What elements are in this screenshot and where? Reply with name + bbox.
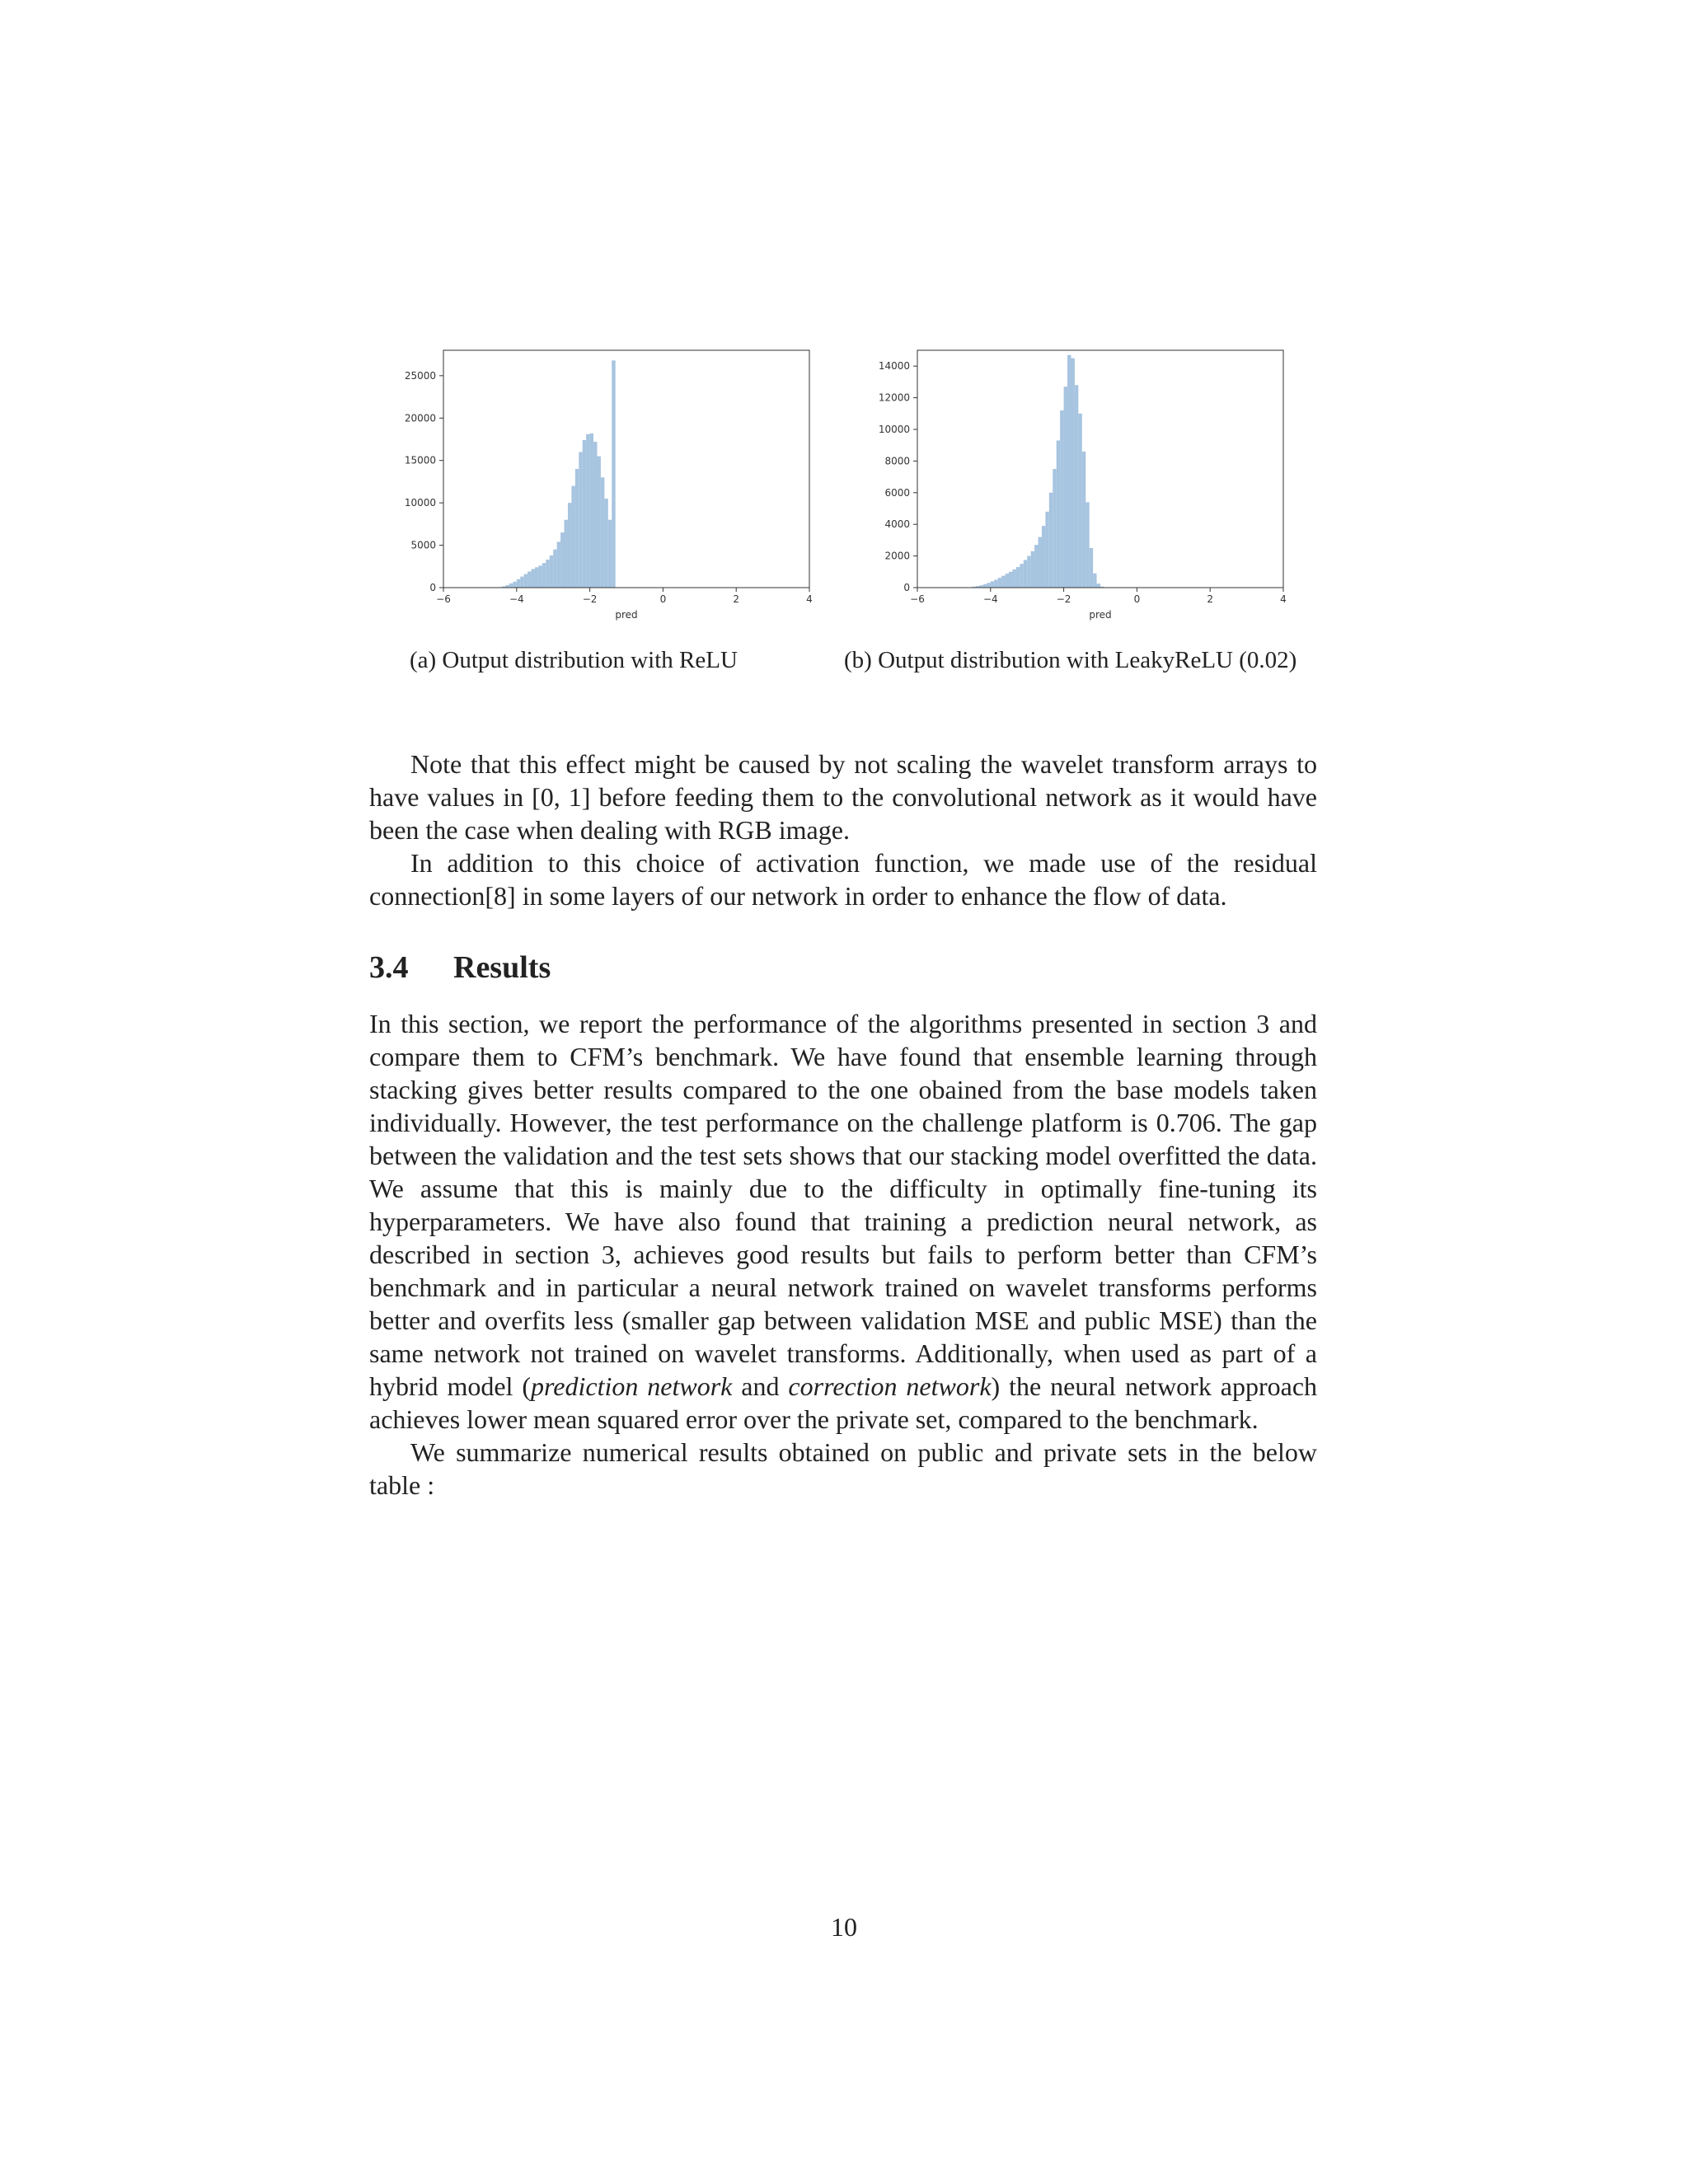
hist-bar <box>608 520 612 588</box>
hist-bar <box>565 520 568 588</box>
x-tick-label: −4 <box>982 593 998 605</box>
y-tick-label: 0 <box>429 582 436 593</box>
results-text-2: and <box>732 1371 789 1401</box>
hist-bar <box>538 565 542 588</box>
hist-bar <box>1027 556 1030 588</box>
hist-bar <box>1024 560 1027 588</box>
y-tick-label: 20000 <box>404 412 436 424</box>
hist-bar <box>1039 537 1042 588</box>
y-tick-label: 2000 <box>884 550 910 562</box>
paragraph-residual-connection: In addition to this choice of activation function, we made use of the residual connection[8] in some layers of our network in order to enhance the flow of data. <box>369 848 1317 911</box>
hist-bar <box>1064 387 1067 588</box>
hist-bar <box>1012 569 1015 588</box>
body-text-results <box>369 1007 1317 1502</box>
hist-bar <box>583 440 586 588</box>
page-number: 10 <box>831 1912 857 1942</box>
hist-bar <box>597 457 600 588</box>
hist-bar <box>983 584 987 588</box>
hist-bar <box>1034 545 1038 588</box>
hist-bar <box>998 578 1001 588</box>
hist-bar <box>1097 583 1100 588</box>
hist-bar <box>1075 385 1078 588</box>
hist-bar <box>1031 551 1034 588</box>
x-tick-label: 0 <box>1133 593 1141 605</box>
plot-frame <box>917 350 1283 588</box>
hist-bar <box>535 567 538 588</box>
hist-bar <box>1090 548 1093 588</box>
hist-bar <box>1067 355 1071 588</box>
y-tick-label: 6000 <box>884 486 910 499</box>
hist-bar <box>532 569 535 588</box>
hist-bar <box>560 532 564 588</box>
figure-a <box>387 330 824 643</box>
x-axis-label: pred <box>1089 609 1112 621</box>
y-tick-label: 10000 <box>878 424 910 435</box>
y-tick-label: 25000 <box>404 369 436 382</box>
x-tick-label: −6 <box>436 593 451 605</box>
hist-bar <box>601 477 604 588</box>
hist-bar <box>520 577 523 588</box>
hist-bar <box>1001 576 1005 588</box>
paragraph-summary: We summarize numerical results obtained on public and private sets in the below table : <box>369 1437 1317 1500</box>
section-title: Results <box>453 950 551 985</box>
hist-bar <box>1085 502 1089 588</box>
paragraph-results <box>369 1007 1317 1436</box>
x-tick-label: 0 <box>659 593 667 605</box>
x-axis-label: pred <box>615 609 638 621</box>
x-tick-label: 2 <box>1207 593 1214 605</box>
results-emphasis-correction: correction network <box>788 1371 992 1401</box>
histogram-leakyrelu <box>861 330 1298 643</box>
x-tick-label: −6 <box>910 593 925 605</box>
hist-bar <box>571 486 574 588</box>
hist-bar <box>1009 572 1012 588</box>
caption-b: (b) Output distribution with LeakyReLU (0.02) <box>844 647 1297 673</box>
hist-bar <box>1060 410 1063 588</box>
hist-bar <box>1057 440 1060 588</box>
x-tick-label: −2 <box>1056 593 1071 605</box>
y-tick-label: 8000 <box>884 455 910 467</box>
caption-a: (a) Output distribution with ReLU <box>410 647 738 673</box>
y-tick-label: 4000 <box>884 518 910 531</box>
hist-bar <box>568 503 571 588</box>
hist-bar <box>579 452 582 588</box>
results-text-1: In this section, we report the performance of the algorithms presented in section 3 and compare them to CFM’s benchmark. We have found that ensemble learning through stacking gives better results compared to the one obained from the base models taken individually. However, the test performance on the challenge platform is 0.706. The gap between the validation and the test sets shows that our stacking model overfitted the data. We assume that this is mainly due to the difficulty in optimally fine-tuning its hyperparameters. We have also found that training a prediction neural network, as described in section 3, achieves good results but fails to perform better than CFM’s benchmark and in particular a neural network trained on wavelet transforms performs better and overfits less (smaller gap between validation MSE and public MSE) than the same network not trained on wavelet transforms. Additionally, when used as part of a hybrid model ( <box>369 1009 1317 1401</box>
hist-bar <box>1082 452 1085 588</box>
hist-bar <box>528 571 531 588</box>
y-tick-label: 14000 <box>878 360 910 373</box>
hist-bar <box>524 574 528 588</box>
hist-bar <box>1078 414 1081 588</box>
results-emphasis-prediction: prediction network <box>531 1371 733 1401</box>
section-heading <box>369 949 551 986</box>
hist-bar <box>590 434 593 588</box>
y-tick-label: 5000 <box>410 539 436 551</box>
section-number: 3.4 <box>369 950 409 985</box>
hist-bar <box>586 434 589 588</box>
hist-bar <box>1006 574 1009 588</box>
y-tick-label: 0 <box>903 582 910 593</box>
results-text-3: ) the neural network approach achieves lower mean squared error over the private set, compared to the benchmark. <box>369 1371 1318 1434</box>
hist-bar <box>1042 526 1045 588</box>
paragraph-scaling-note: Note that this effect might be caused by not scaling the wavelet transform arrays to have values in [0, 1] before feeding them to the convolutional network as it would have been the case when dealing with RGB image. <box>369 749 1317 845</box>
x-tick-label: −4 <box>509 593 524 605</box>
y-tick-label: 15000 <box>404 454 436 466</box>
hist-bar <box>604 499 607 588</box>
y-tick-label: 10000 <box>404 497 436 509</box>
hist-bar <box>593 442 597 588</box>
hist-bar <box>1045 512 1048 588</box>
y-tick-label: 12000 <box>878 391 910 404</box>
hist-bar <box>987 583 990 588</box>
hist-bar <box>1093 574 1096 588</box>
plot-frame <box>443 350 809 588</box>
hist-bar <box>557 541 560 588</box>
histogram-relu <box>387 330 824 643</box>
x-tick-label: 2 <box>733 593 740 605</box>
hist-bar <box>612 360 615 588</box>
hist-bar <box>1020 564 1023 588</box>
hist-bar <box>553 550 556 588</box>
hist-bar <box>575 469 579 588</box>
x-tick-label: 4 <box>806 593 813 605</box>
hist-bar <box>1016 567 1020 588</box>
hist-bar <box>550 555 553 588</box>
hist-bar <box>994 579 997 588</box>
hist-bar <box>1071 359 1074 588</box>
hist-bar <box>542 563 546 588</box>
body-text-top <box>369 748 1317 912</box>
hist-bar <box>1053 469 1056 588</box>
hist-bar <box>1049 493 1053 588</box>
figure-b <box>861 330 1298 643</box>
x-tick-label: 4 <box>1280 593 1287 605</box>
hist-bar <box>509 583 513 588</box>
hist-bar <box>517 579 520 588</box>
hist-bar <box>991 581 994 588</box>
hist-bar <box>546 560 549 588</box>
x-tick-label: −2 <box>582 593 598 605</box>
hist-bar <box>513 582 516 588</box>
